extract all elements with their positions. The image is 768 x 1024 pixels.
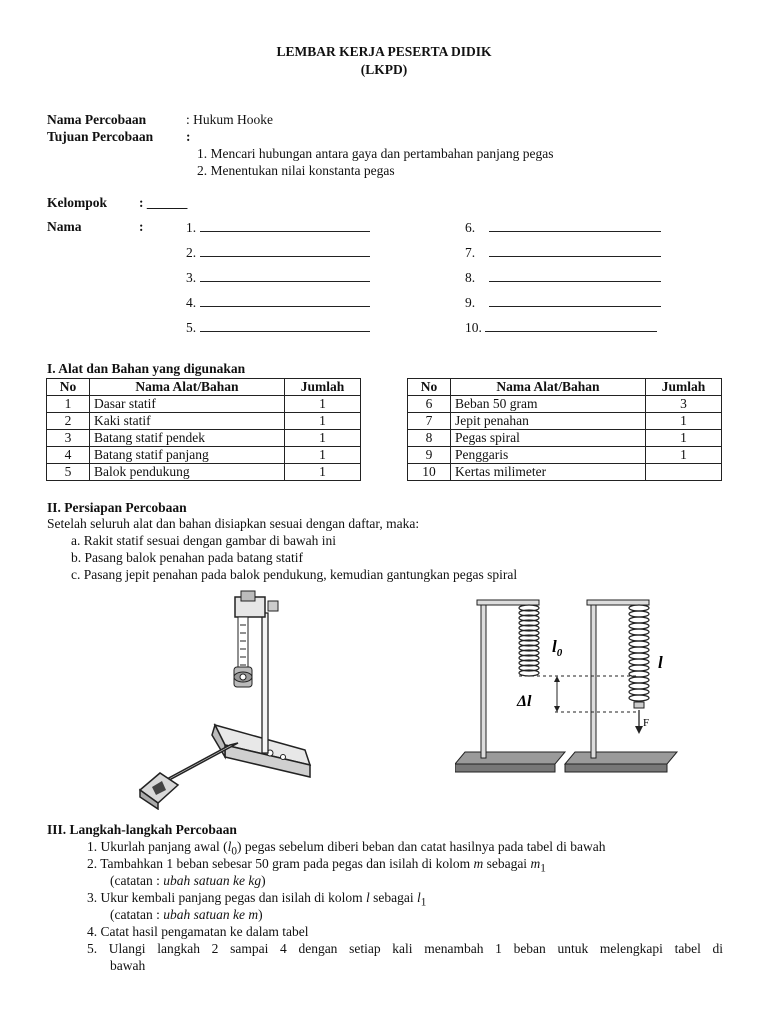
step-symbol: l xyxy=(416,890,421,905)
section-1-heading: I. Alat dan Bahan yang digunakan xyxy=(47,361,246,376)
cell-jumlah: 1 xyxy=(285,464,361,481)
note-text: (catatan : xyxy=(110,907,164,922)
page-title: LEMBAR KERJA PESERTA DIDIK xyxy=(276,44,492,59)
name-number: 5. xyxy=(186,320,197,335)
label-l0: $l_0$ xyxy=(552,637,563,659)
goal-item-1: 1. Mencari hubungan antara gaya dan pertambahan panjang pegas xyxy=(197,146,554,161)
goal-item-2: 2. Menentukan nilai konstanta pegas xyxy=(197,163,395,178)
name-field-9[interactable] xyxy=(465,294,661,311)
prep-item-a: a. Rakit statif sesuai dengan gambar di bawah ini xyxy=(71,533,337,548)
table-row xyxy=(408,430,722,447)
tools-table-right xyxy=(407,378,722,481)
step-text: sebagai xyxy=(369,890,417,905)
name-number: 2. xyxy=(186,245,197,260)
experiment-name-label: Nama Percobaan xyxy=(47,112,147,127)
cell-no: 2 xyxy=(47,413,90,430)
step-1 xyxy=(87,839,605,858)
step-3 xyxy=(87,890,426,909)
name-field-6[interactable] xyxy=(465,219,661,236)
label-force: F xyxy=(643,717,650,729)
kelompok-value: : ______ xyxy=(139,195,188,210)
nama-label: Nama xyxy=(47,219,82,234)
step-symbol: l xyxy=(227,839,232,854)
step-text: 2. Tambahkan 1 beban sebesar 50 gram pada pegas dan isilah di kolom xyxy=(87,856,474,871)
cell-no: 5 xyxy=(47,464,90,481)
cell-no: 4 xyxy=(47,447,90,464)
cell-name: Jepit penahan xyxy=(451,413,646,430)
note-text: ) xyxy=(258,907,263,922)
cell-no: 3 xyxy=(47,430,90,447)
experiment-goal-colon: : xyxy=(186,129,191,144)
cell-no: 6 xyxy=(408,396,451,413)
name-number: 10. xyxy=(465,320,482,335)
name-number: 9. xyxy=(465,295,476,310)
step-symbol: m xyxy=(530,856,541,871)
col-header-no: No xyxy=(47,379,90,396)
table-row xyxy=(408,464,722,481)
cell-jumlah: 1 xyxy=(646,430,722,447)
table-header-row xyxy=(408,379,722,396)
note-text: (catatan : xyxy=(110,873,164,888)
table-row xyxy=(47,430,361,447)
name-field-8[interactable] xyxy=(465,269,661,286)
page-subtitle: (LKPD) xyxy=(360,62,408,77)
step-5-continued: bawah xyxy=(110,958,146,973)
note-text: ) xyxy=(261,873,266,888)
experiment-goal-label: Tujuan Percobaan xyxy=(47,129,154,144)
col-header-jumlah: Jumlah xyxy=(285,379,361,396)
prep-item-c: c. Pasang jepit penahan pada balok pendukung, kemudian gantungkan pegas spiral xyxy=(71,567,518,582)
name-field-5[interactable] xyxy=(186,319,370,336)
name-number: 7. xyxy=(465,245,476,260)
cell-jumlah: 1 xyxy=(285,413,361,430)
name-number: 3. xyxy=(186,270,197,285)
col-header-no: No xyxy=(408,379,451,396)
col-header-jumlah: Jumlah xyxy=(646,379,722,396)
step-subscript: 1 xyxy=(540,862,546,875)
name-number: 6. xyxy=(465,220,476,235)
cell-jumlah xyxy=(646,464,722,481)
name-number: 4. xyxy=(186,295,197,310)
cell-no: 7 xyxy=(408,413,451,430)
cell-no: 8 xyxy=(408,430,451,447)
cell-name: Kertas milimeter xyxy=(451,464,646,481)
section-3-heading: III. Langkah-langkah Percobaan xyxy=(47,822,237,837)
step-symbol: l xyxy=(365,890,370,905)
experiment-name-value: : Hukum Hooke xyxy=(186,112,273,127)
table-row xyxy=(408,396,722,413)
cell-no: 10 xyxy=(408,464,451,481)
table-row xyxy=(408,447,722,464)
table-row xyxy=(47,413,361,430)
step-text: 1. Ukurlah panjang awal ( xyxy=(87,839,228,854)
spring-diagram xyxy=(455,592,720,784)
section-2-heading: II. Persiapan Percobaan xyxy=(47,500,187,515)
name-field-4[interactable] xyxy=(186,294,370,311)
cell-jumlah: 1 xyxy=(646,447,722,464)
table-row xyxy=(47,464,361,481)
table-header-row xyxy=(47,379,361,396)
col-header-name: Nama Alat/Bahan xyxy=(451,379,646,396)
cell-name: Dasar statif xyxy=(90,396,285,413)
step-2 xyxy=(87,856,546,875)
name-field-2[interactable] xyxy=(186,244,370,261)
name-field-10[interactable] xyxy=(465,319,657,336)
step-text: 3. Ukur kembali panjang pegas dan isilah di kolom xyxy=(87,890,366,905)
label-l: l xyxy=(658,653,663,672)
step-text: sebagai xyxy=(483,856,531,871)
step-subscript: 0 xyxy=(231,845,237,858)
cell-name: Beban 50 gram xyxy=(451,396,646,413)
cell-name: Pegas spiral xyxy=(451,430,646,447)
statif-assembly-illustration xyxy=(130,585,320,810)
cell-jumlah: 1 xyxy=(285,430,361,447)
cell-name: Batang statif pendek xyxy=(90,430,285,447)
nama-colon: : xyxy=(139,219,144,234)
name-number: 8. xyxy=(465,270,476,285)
cell-no: 9 xyxy=(408,447,451,464)
cell-name: Batang statif panjang xyxy=(90,447,285,464)
table-row xyxy=(47,396,361,413)
step-subscript: 1 xyxy=(420,896,427,909)
cell-no: 1 xyxy=(47,396,90,413)
step-text: ) pegas sebelum diberi beban dan catat hasilnya pada tabel di bawah xyxy=(236,839,606,854)
table-row xyxy=(408,413,722,430)
prep-item-b: b. Pasang balok penahan pada batang statif xyxy=(71,550,304,565)
name-field-3[interactable] xyxy=(186,269,370,286)
cell-jumlah: 1 xyxy=(285,447,361,464)
step-4: 4. Catat hasil pengamatan ke dalam tabel xyxy=(87,924,309,939)
cell-jumlah: 1 xyxy=(646,413,722,430)
col-header-name: Nama Alat/Bahan xyxy=(90,379,285,396)
table-row xyxy=(47,447,361,464)
cell-name: Penggaris xyxy=(451,447,646,464)
section-2-intro: Setelah seluruh alat dan bahan disiapkan sesuai dengan daftar, maka: xyxy=(47,516,420,531)
name-field-7[interactable] xyxy=(465,244,661,261)
note-text: ubah satuan ke kg xyxy=(163,873,262,888)
cell-jumlah: 1 xyxy=(285,396,361,413)
step-5: 5. Ulangi langkah 2 sampai 4 dengan setiap kali menambah 1 beban untuk melengkapi tabel di xyxy=(87,941,723,956)
step-2-note xyxy=(110,873,266,889)
kelompok-label: Kelompok xyxy=(47,195,108,210)
step-3-note xyxy=(110,907,263,923)
cell-jumlah: 3 xyxy=(646,396,722,413)
cell-name: Balok pendukung xyxy=(90,464,285,481)
cell-name: Kaki statif xyxy=(90,413,285,430)
name-field-1[interactable] xyxy=(186,219,370,236)
step-symbol: m xyxy=(473,856,484,871)
note-text: ubah satuan ke m xyxy=(163,907,259,922)
label-delta-l: Δl xyxy=(517,693,532,710)
name-number: 1. xyxy=(186,220,197,235)
tools-table-left xyxy=(46,378,361,481)
